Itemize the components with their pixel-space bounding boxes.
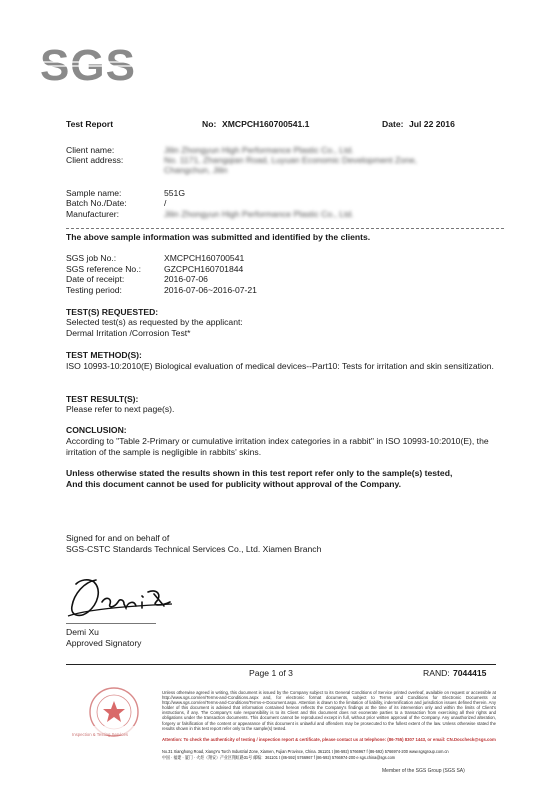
- job-no-label: SGS job No.:: [66, 253, 117, 263]
- rand-label: RAND:: [423, 668, 450, 678]
- client-address-line1: No. 1171, Zhangqian Road, Luyuan Economic Development Zone,: [164, 155, 418, 165]
- signer-title: Approved Signatory: [66, 638, 142, 648]
- rand-value: 7044415: [453, 668, 487, 678]
- signed-for-line: Signed for and on behalf of: [66, 533, 170, 543]
- client-address-line2: Changchun, Jilin: [164, 165, 228, 175]
- client-address-label: Client address:: [66, 155, 124, 165]
- disclaimer-line1: Unless otherwise stated the results shown in this test report refer only to the sample(s) tested,: [66, 468, 453, 478]
- terms-text: Unless otherwise agreed in writing, this document is issued by the Company subject to its General Conditions of Service printed overleaf, available on request or accessible at http://www.sgs.com/en/Terms-and-Conditions.aspx and, for electronic format documents, subject to Terms and Conditions for Electronic Documents at http://www.sgs.com/en/Terms-and-Conditions/Terms-e-Document.aspx. Attention is drawn to the limitation of liability, indemnification and jurisdiction issues defined therein. Any holder of this document is advised that information contained hereon reflects the Company's findings at the time of its intervention only and within the limits of Client's instructions, if any. The Company's sole responsibility is to its Client and this document does not exonerate parties to a transaction from exercising all their rights and obligations under the transaction documents. This document cannot be reproduced except in full, without prior written approval of the Company. Any unauthorized alteration, forgery or falsification of the content or appearance of this document is unlawful and offenders may be prosecuted to the fullest extent of the law. Unless otherwise stated the results shown in this test report refer only to the sample(s) tested.: [162, 690, 496, 731]
- conclusion-text: According to "Table 2-Primary or cumulative irritation index categories in a rabbit" in ISO 10993-10:2010(E), the irritation of the sample is negligible in rabbits' skins.: [66, 436, 489, 457]
- manufacturer-label: Manufacturer:: [66, 209, 120, 219]
- disclaimer-line2: And this document cannot be used for publicity without approval of the Company.: [66, 479, 402, 489]
- signature: [66, 572, 176, 624]
- address-cn: 中国 · 福建 · 厦门 · 火炬（翔安）产业区翔虹路31号 邮编：361101 t (86-592) 5766967 f (86-592) 5766974-200 e sgs.china@sgs.com: [162, 755, 396, 760]
- sgs-logo-text: SGS: [40, 42, 136, 86]
- sgs-stamp: [70, 682, 158, 738]
- client-name-value: Jilin Zhongyun High Performance Plastic Co., Ltd.: [164, 145, 354, 155]
- receipt-date-label: Date of receipt:: [66, 274, 125, 284]
- report-date-value: Jul 22 2016: [409, 119, 455, 129]
- testing-period-value: 2016-07-06~2016-07-21: [164, 285, 257, 295]
- tests-requested-heading: TEST(S) REQUESTED:: [66, 307, 159, 317]
- signature-line: [66, 623, 156, 624]
- reference-no-value: GZCPCH160701844: [164, 264, 244, 274]
- tests-requested-line1: Selected test(s) as requested by the applicant:: [66, 317, 243, 327]
- testing-period-label: Testing period:: [66, 285, 122, 295]
- batch-label: Batch No./Date:: [66, 198, 127, 208]
- tests-requested-line2: Dermal Irritation /Corrosion Test*: [66, 328, 191, 338]
- signed-company: SGS-CSTC Standards Technical Services Co., Ltd. Xiamen Branch: [66, 544, 322, 554]
- sgs-logo: [40, 42, 142, 86]
- sample-statement: The above sample information was submitted and identified by the clients.: [66, 232, 371, 242]
- test-method-heading: TEST METHOD(S):: [66, 350, 142, 360]
- test-result-text: Please refer to next page(s).: [66, 404, 175, 414]
- page-indicator: Page 1 of 3: [249, 668, 293, 678]
- star-icon: [103, 701, 125, 722]
- job-no-value: XMCPCH160700541: [164, 253, 245, 263]
- sample-name-label: Sample name:: [66, 188, 122, 198]
- manufacturer-value: Jilin Zhongyun High Performance Plastic Co., Ltd.: [164, 209, 354, 219]
- test-result-heading: TEST RESULT(S):: [66, 394, 139, 404]
- dashed-divider: [66, 228, 504, 229]
- footer-divider: [66, 664, 496, 665]
- receipt-date-value: 2016-07-06: [164, 274, 208, 284]
- stamp-text: Inspection & Testing Services: [72, 732, 129, 737]
- signer-name: Demi Xu: [66, 627, 99, 637]
- address-en: No.31 Xianghong Road, XiangYu Torch Industrial Zone, Xiamen, Fujian Province, China. 361101 t (86-592) 5766967 f (86-592) 5766974-200 www.sgsgroup.com.cn: [162, 749, 449, 754]
- report-date-label: Date:: [382, 119, 404, 129]
- batch-value: /: [164, 198, 167, 208]
- report-no-label: No:: [202, 119, 217, 129]
- attention-text: Attention: To check the authenticity of testing / inspection report & certificate, please contact us at telephone: (86-755) 8307 1443, or email: CN.Doccheck@sgs.com: [162, 737, 496, 742]
- report-no-value: XMCPCH160700541.1: [222, 119, 310, 129]
- sample-name-value: 551G: [164, 188, 186, 198]
- client-name-label: Client name:: [66, 145, 115, 155]
- member-note: Member of the SGS Group (SGS SA): [382, 768, 465, 774]
- test-method-text: ISO 10993-10:2010(E) Biological evaluation of medical devices--Part10: Tests for irritation and skin sensitization.: [66, 361, 494, 371]
- conclusion-heading: CONCLUSION:: [66, 425, 127, 435]
- reference-no-label: SGS reference No.:: [66, 264, 141, 274]
- report-label: Test Report: [66, 119, 114, 129]
